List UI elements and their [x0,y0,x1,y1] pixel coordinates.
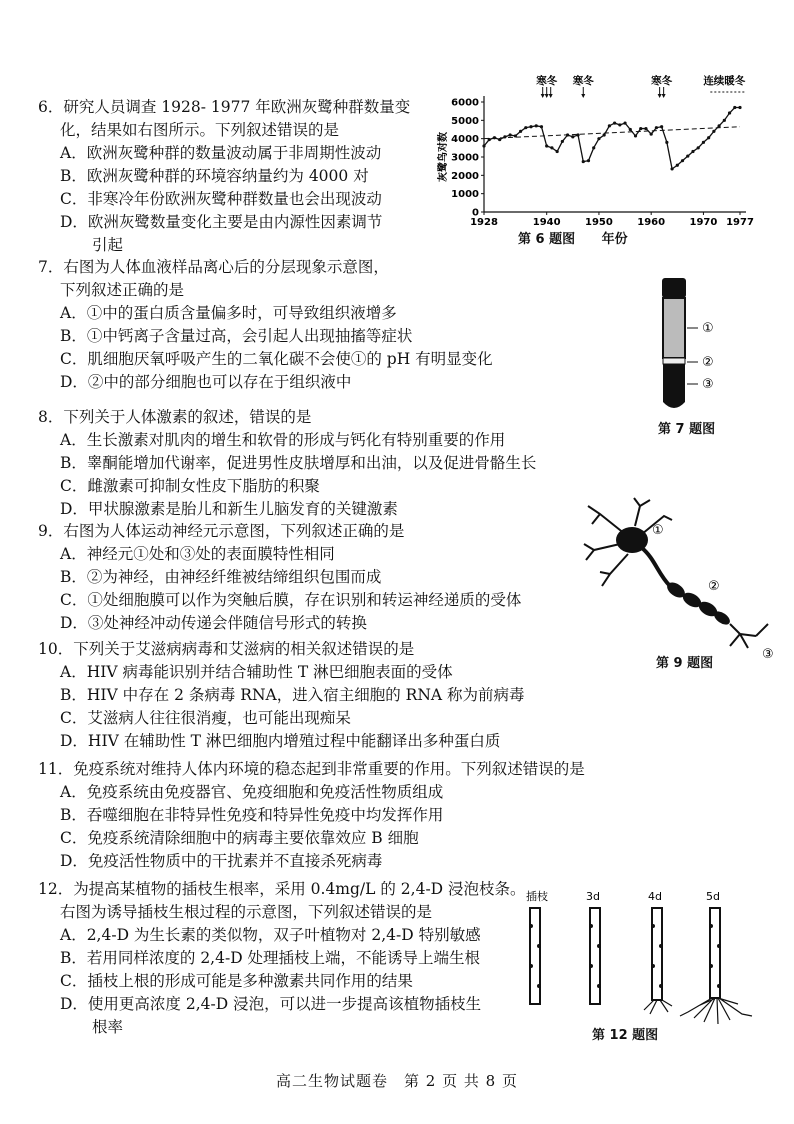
data-point [681,159,684,162]
cutting-label-1: 插枝 [526,890,548,903]
data-point [540,125,543,128]
data-point [482,144,485,147]
question-12-stem-2: 右图为诱导插枝生根过程的示意图，下列叙述错误的是 [60,903,433,921]
x-tick-label: 1950 [585,217,613,228]
data-point [670,167,673,170]
question-8-option-b: B．睾酮能增加代谢率，促进男性皮肤增厚和出油，以及促进骨骼生长 [60,454,537,472]
dendrite [584,544,620,560]
data-point [634,134,637,137]
chart-annotations [536,74,746,98]
annotation-label: 寒冬 [572,75,594,87]
data-point [718,124,721,127]
y-tick-label: 6000 [451,97,479,109]
question-10-option-a: A．HIV 病毒能识别并结合辅助性 T 淋巴细胞表面的受体 [60,663,453,681]
data-point [608,124,611,127]
annotation-label: 连续暖冬 [703,75,746,87]
question-10-option-d: D．HIV 在辅助性 T 淋巴细胞内增殖过程中能翻译出多种蛋白质 [60,732,501,750]
chart-axes [436,96,754,228]
question-9-option-d: D．③处神经冲动传递会伴随信号形式的转换 [60,614,367,632]
data-point [623,121,626,124]
data-point [509,133,512,136]
figure-9-caption: 第 9 题图 [656,656,714,671]
figure-12-cuttings [512,886,762,1026]
question-12 [38,878,526,1039]
data-point [650,132,653,135]
data-point [613,121,616,124]
question-10 [38,638,525,753]
dendrite [588,506,625,534]
question-11-option-a: A．免疫系统由免疫器官、免疫细胞和免疫活性物质组成 [60,783,444,801]
figure-9-neuron [580,494,780,664]
cutting-stem [590,908,600,1004]
data-point [545,144,548,147]
question-6-option-d-continuation: 引起 [92,236,124,254]
data-point [733,106,736,109]
question-7-option-d: D．②中的部分细胞也可以存在于组织液中 [60,373,352,391]
population-line [484,108,740,169]
data-point [571,135,574,138]
question-6-option-c: C．非寒冷年份欧洲灰鹭种群数量也会出现波动 [60,190,382,208]
data-point [712,130,715,133]
data-point [738,106,741,109]
question-7-option-a: A．①中的蛋白质含量偏多时，可导致组织液增多 [60,304,397,322]
question-9 [38,520,521,635]
myelin-sheath [664,579,732,627]
data-point [639,127,642,130]
x-tick-label: 1960 [637,217,666,228]
data-point [686,154,689,157]
tube-buffy-layer [663,358,685,364]
y-tick-label: 0 [472,207,479,219]
question-8-stem: 8．下列关于人体激素的叙述，错误的是 [38,408,312,426]
question-12-option-a: A．2,4-D 为生长素的类似物，双子叶植物对 2,4-D 特别敏感 [60,926,481,944]
data-point [524,126,527,129]
annotation-arrowhead [658,94,662,98]
tube-label-3: ③ [702,377,714,392]
data-point [587,159,590,162]
question-7-option-c: C．肌细胞厌氧呼吸产生的二氧化碳不会使①的 pH 有明显变化 [60,350,493,368]
tube-plasma-layer [663,298,685,358]
x-tick-label: 1977 [726,217,754,228]
question-6 [38,96,410,257]
y-tick-label: 4000 [451,134,479,146]
annotation-arrowhead [549,94,553,98]
dendrite [634,498,650,526]
annotation-arrowhead [545,94,549,98]
data-point [519,130,522,133]
tube-label-1: ① [702,321,714,336]
tube-rbc-layer [663,364,685,408]
cutting-label-4: 5d [706,890,720,903]
figure-7-blood-tube [650,276,730,416]
data-point [676,164,679,167]
data-point [529,125,532,128]
annotation-label: 寒冬 [536,75,558,87]
data-point [498,138,501,141]
data-point [702,141,705,144]
question-7-stem-1: 7．右图为人体血液样品离心后的分层现象示意图， [38,258,389,276]
figure-6-caption-text: 第 6 题图 [518,232,576,247]
question-12-option-b: B．若用同样浓度的 2,4-D 处理插枝上端，不能诱导上端生根 [60,949,481,967]
data-point [660,125,663,128]
question-7-option-b: B．①中钙离子含量过高，会引起人出现抽搐等症状 [60,327,413,345]
question-12-stem-1: 12．为提高某植物的插枝生根率，采用 0.4mg/L 的 2,4-D 浸泡枝条。 [38,880,526,898]
y-tick-label: 2000 [451,170,479,182]
data-point [550,146,553,149]
y-axis-label: 灰鹭鸟对数 [438,132,449,182]
question-9-option-c: C．①处细胞膜可以作为突触后膜，存在识别和转运神经递质的受体 [60,591,522,609]
question-10-stem: 10．下列关于艾滋病病毒和艾滋病的相关叙述错误的是 [38,640,415,658]
data-point [644,127,647,130]
y-tick-label: 3000 [451,152,479,164]
figure-6-xlabel: 年份 [601,232,628,247]
data-point [561,140,564,143]
question-12-option-c: C．插枝上根的形成可能是多种激素共同作用的结果 [60,972,413,990]
x-tick-label: 1970 [689,217,718,228]
cutting-stem [530,908,540,1004]
data-point [592,146,595,149]
tube-cap [662,278,686,298]
cutting-label-2: 3d [586,890,600,903]
data-point [556,150,559,153]
data-point [655,126,658,129]
carrying-capacity-line [484,127,740,139]
data-point [629,128,632,131]
annotation-arrowhead [662,94,666,98]
chart-marks [482,106,741,171]
roots-5d [680,998,752,1024]
question-10-option-b: B．HIV 中存在 2 条病毒 RNA，进入宿主细胞的 RNA 称为前病毒 [60,686,525,704]
figure-12-caption: 第 12 题图 [592,1028,659,1043]
data-point [603,133,606,136]
question-6-stem-1: 6．研究人员调查 1928- 1977 年欧洲灰鹭种群数量变 [38,98,411,116]
question-9-option-a: A．神经元①处和③处的表面膜特性相同 [60,545,335,563]
tube-label-2: ② [702,355,714,370]
cutting-nodes [529,924,721,988]
data-point [665,141,668,144]
data-point [691,150,694,153]
data-point [618,123,621,126]
roots-4d [644,1000,672,1014]
neuron-label-1: ① [652,523,664,538]
data-point [723,119,726,122]
question-11-option-c: C．免疫系统清除细胞中的病毒主要依靠效应 B 细胞 [60,829,419,847]
y-tick-label: 1000 [451,189,479,201]
data-point [697,146,700,149]
y-tick-label: 5000 [451,115,479,127]
dendrite [600,554,628,586]
question-6-option-d: D．欧洲灰鹭数量变化主要是由内源性因素调节 [60,213,383,231]
question-9-stem: 9．右图为人体运动神经元示意图，下列叙述正确的是 [38,522,405,540]
question-8-option-a: A．生长激素对肌肉的增生和软骨的形成与钙化有特别重要的作用 [60,431,506,449]
question-6-stem-2: 化，结果如右图所示。下列叙述错误的是 [60,121,340,139]
question-12-option-d: D．使用更高浓度 2,4-D 浸泡，可以进一步提高该植物插枝生 [60,995,482,1013]
data-point [707,136,710,139]
x-tick-label: 1940 [532,217,561,228]
question-11-option-d: D．免疫活性物质中的干扰素并不直接杀死病毒 [60,852,383,870]
question-9-option-b: B．②为神经，由神经纤维被结缔组织包围而成 [60,568,382,586]
figure-6-caption [518,228,628,247]
neuron-label-3: ③ [762,647,774,662]
x-tick-label: 1928 [470,217,498,228]
question-6-option-a: A．欧洲灰鹭种群的数量波动属于非周期性波动 [60,144,382,162]
question-10-option-c: C．艾滋病人往往很消瘦，也可能出现痴呆 [60,709,351,727]
data-point [535,124,538,127]
figure-7-caption: 第 7 题图 [658,422,716,437]
data-point [582,160,585,163]
question-12-option-d-continuation: 根率 [92,1018,124,1036]
annotation-arrowhead [541,94,545,98]
data-point [728,111,731,114]
question-7-stem-2: 下列叙述正确的是 [60,281,185,299]
annotation-label: 寒冬 [651,75,673,87]
question-6-option-b: B．欧洲灰鹭种群的环境容纳量约为 4000 对 [60,167,369,185]
question-8 [38,406,536,521]
axon [642,548,670,586]
page-footer: 高二生物试题卷 第 2 页 共 8 页 [276,1072,518,1090]
question-8-option-d: D．甲状腺激素是胎儿和新生儿脑发育的关键激素 [60,500,398,518]
question-11-option-b: B．吞噬细胞在非特异性免疫和特异性免疫中均发挥作用 [60,806,444,824]
data-point [576,133,579,136]
question-8-option-c: C．雌激素可抑制女性皮下脂肪的积聚 [60,477,320,495]
question-11 [38,758,585,873]
cutting-label-3: 4d [648,890,662,903]
data-point [597,137,600,140]
neuron-label-2: ② [708,579,720,594]
question-7 [38,256,493,394]
axon-terminals [730,624,768,648]
figure-6-chart [432,72,762,242]
annotation-arrowhead [581,94,585,98]
question-11-stem: 11．免疫系统对维持人体内环境的稳态起到非常重要的作用。下列叙述错误的是 [38,760,585,778]
